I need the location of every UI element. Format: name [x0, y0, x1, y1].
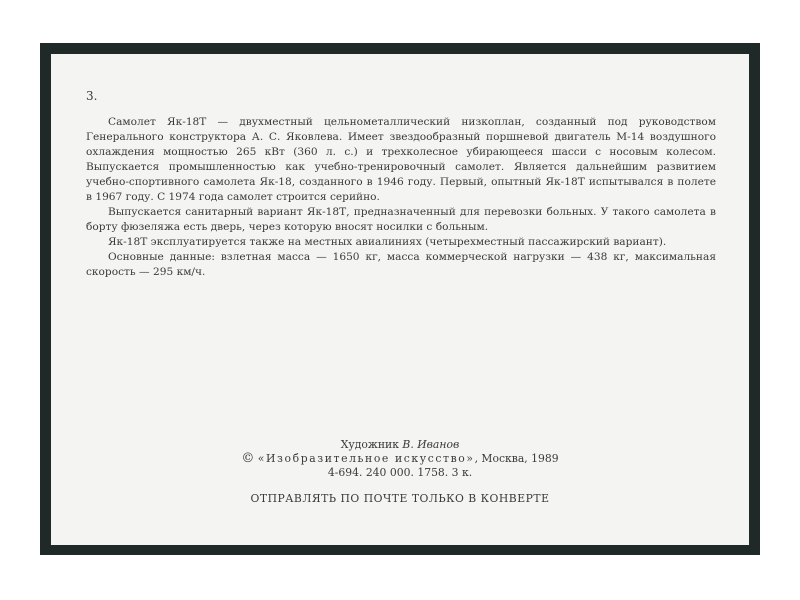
publisher-line	[0, 452, 800, 466]
paragraph-2: Выпускается санитарный вариант Як-18Т, предназначенный для перевозки больных. У такого самолета в борту фюзеляжа есть дверь, через которую вносят носилки с больным.	[86, 206, 716, 233]
artist-label: Художник	[340, 438, 399, 451]
paragraph-1: Самолет Як-18Т — двухместный цельнометаллический низкоплан, созданный под руководством Генерального конструктора А. С. Яковлева. Имеет звездообразный поршневой двигатель М-14 воздушного охлаждения мощностью 265 кВт (360 л. с.) и трехколесное убирающееся шасси с носовым колесом. Выпускается промышленностью как учебно-тренировочный самолет. Является дальнейшим развитием учебно-спортивного самолета Як-18, созданного в 1946 году. Первый, опытный Як-18Т испытывался в полете в 1967 году. С 1974 года самолет строится серийно.	[86, 116, 716, 203]
credits-block	[0, 438, 800, 480]
publisher-name: «Изобразительное искусство»	[257, 452, 475, 465]
print-codes: 4-694. 240 000. 1758. 3 к.	[327, 466, 473, 479]
mailing-notice: ОТПРАВЛЯТЬ ПО ПОЧТЕ ТОЛЬКО В КОНВЕРТЕ	[250, 492, 550, 505]
paragraph-3: Як-18Т эксплуатируется также на местных авиалиниях (четырехместный пассажирский вариант).	[108, 236, 667, 248]
copyright-icon: ©	[241, 451, 255, 466]
artist-name: В. Иванов	[402, 438, 460, 451]
page-number: 3.	[86, 89, 98, 103]
artist-line	[0, 438, 800, 452]
description-text	[86, 115, 716, 280]
paragraph-4: Основные данные: взлетная масса — 1650 кг, масса коммерческой нагрузки — 438 кг, максимальная скорость — 295 км/ч.	[86, 251, 716, 278]
city-year: , Москва, 1989	[474, 452, 559, 465]
